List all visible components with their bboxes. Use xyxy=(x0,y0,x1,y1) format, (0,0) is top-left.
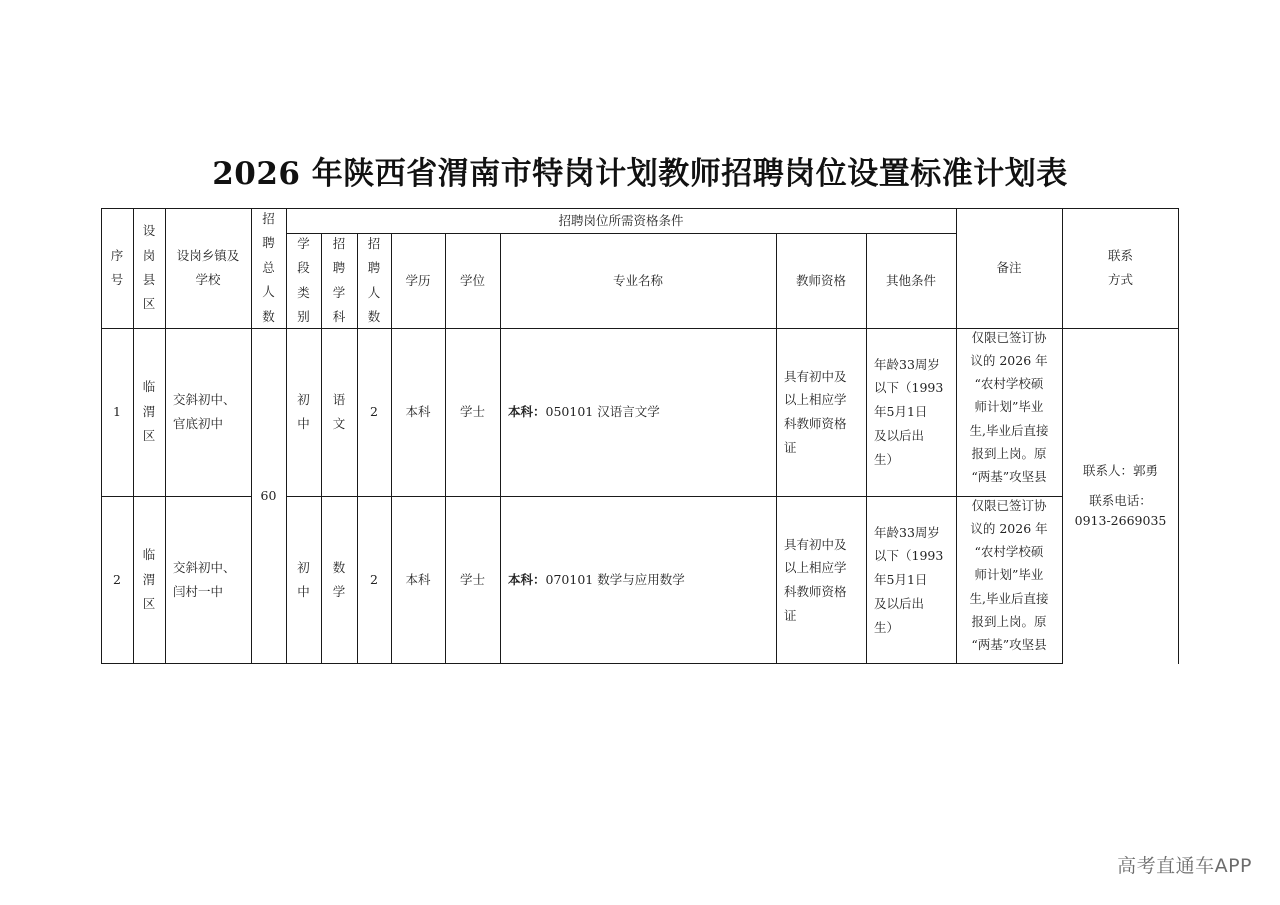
header-other-conditions: 其他条件 xyxy=(885,272,936,288)
row-2-major xyxy=(500,496,776,664)
row-divider-right xyxy=(286,496,1062,497)
header-degree: 学位 xyxy=(459,272,485,288)
col-line-1 xyxy=(133,208,134,664)
row-1-stage: 初 中 xyxy=(297,391,310,431)
row-1-school: 交斜初中、 官底初中 xyxy=(173,392,236,431)
col-line-8 xyxy=(445,233,446,664)
header-total: 招 聘 总 人 数 xyxy=(262,211,275,324)
table-border-top xyxy=(101,208,1179,209)
row-2-education: 本科 xyxy=(405,572,431,588)
row-2-degree: 学士 xyxy=(459,572,485,588)
col-line-6 xyxy=(357,233,358,664)
row-2-county: 临 渭 区 xyxy=(142,547,156,612)
header-county: 设 岗 县 区 xyxy=(142,223,156,312)
row-2-notes xyxy=(956,496,1062,664)
row-2-notes-text: 仅限已签订协 议的 2026 年 “农村学校硕 师计划”毕业 生,毕业后直接 报到上岗。原 “两基”攻坚县 xyxy=(969,498,1049,652)
row-1-notes xyxy=(956,328,1062,496)
contact-person: 联系人：郭勇 xyxy=(1082,463,1158,478)
row-1-degree: 学士 xyxy=(459,404,485,420)
row-2-school: 交斜初中、 闫村一中 xyxy=(173,560,236,599)
header-stage: 学 段 类 别 xyxy=(297,235,310,324)
watermark: 高考直通车APP xyxy=(1117,855,1252,877)
row-2-subject: 数 学 xyxy=(332,559,346,599)
row-1-notes-text: 仅限已签订协 议的 2026 年 “农村学校硕 师计划”毕业 生,毕业后直接 报到上岗。原 “两基”攻坚县 xyxy=(969,330,1049,484)
row-1-count: 2 xyxy=(370,404,378,420)
col-line-9 xyxy=(500,233,501,664)
contact-info xyxy=(1062,328,1179,664)
row-2-major-label: 本科： xyxy=(508,572,546,588)
header-bottom-divider xyxy=(101,328,1179,329)
row-divider-left xyxy=(101,496,251,497)
col-line-0 xyxy=(101,208,102,664)
row-1-major-value: 050101 汉语言文学 xyxy=(545,404,660,420)
col-line-2 xyxy=(165,208,166,664)
header-school: 设岗乡镇及 学校 xyxy=(176,248,240,287)
col-line-4 xyxy=(286,208,287,664)
header-education: 学历 xyxy=(405,272,431,288)
row-2-major-value: 070101 数学与应用数学 xyxy=(545,572,685,588)
table-border-bottom xyxy=(101,663,1062,664)
header-major: 专业名称 xyxy=(612,272,663,288)
header-count: 招 聘 人 数 xyxy=(367,235,381,324)
row-1-education: 本科 xyxy=(405,404,431,420)
col-line-7 xyxy=(391,233,392,664)
col-line-10 xyxy=(776,233,777,664)
col-line-12 xyxy=(956,208,957,664)
row-1-other-conditions: 年龄33周岁 以下（1993 年5月1日 及以后出 生） xyxy=(874,356,944,467)
row-1-major-label: 本科： xyxy=(508,404,546,420)
header-seq: 序 号 xyxy=(110,247,124,287)
header-requirements-group: 招聘岗位所需资格条件 xyxy=(558,212,684,228)
col-line-5 xyxy=(321,233,322,664)
col-line-3 xyxy=(251,208,252,664)
page-title: 2026 年陕西省渭南市特岗计划教师招聘岗位设置标准计划表 xyxy=(212,156,1068,192)
group-header-divider xyxy=(286,233,956,234)
row-1-seq: 1 xyxy=(113,404,121,420)
contact-phone: 联系电话： 0913-2669035 xyxy=(1074,493,1167,528)
header-teacher-cert: 教师资格 xyxy=(795,272,846,288)
row-1-major xyxy=(500,328,776,496)
total-count: 60 xyxy=(260,488,277,504)
header-notes: 备注 xyxy=(996,260,1022,276)
col-line-14 xyxy=(1178,208,1179,664)
row-1-teacher-cert: 具有初中及 以上相应学 科教师资格 证 xyxy=(784,368,847,455)
header-subject: 招 聘 学 科 xyxy=(332,235,346,324)
row-2-count: 2 xyxy=(370,572,378,588)
row-2-stage: 初 中 xyxy=(297,559,310,599)
col-line-11 xyxy=(866,233,867,664)
recruitment-table xyxy=(101,208,1179,664)
row-1-county: 临 渭 区 xyxy=(142,379,156,444)
col-line-13 xyxy=(1062,208,1063,664)
row-1-subject: 语 文 xyxy=(332,391,346,431)
row-2-other-conditions: 年龄33周岁 以下（1993 年5月1日 及以后出 生） xyxy=(874,524,944,635)
row-2-seq: 2 xyxy=(113,572,121,588)
row-2-teacher-cert: 具有初中及 以上相应学 科教师资格 证 xyxy=(784,536,847,623)
header-contact: 联系 方式 xyxy=(1107,248,1133,287)
